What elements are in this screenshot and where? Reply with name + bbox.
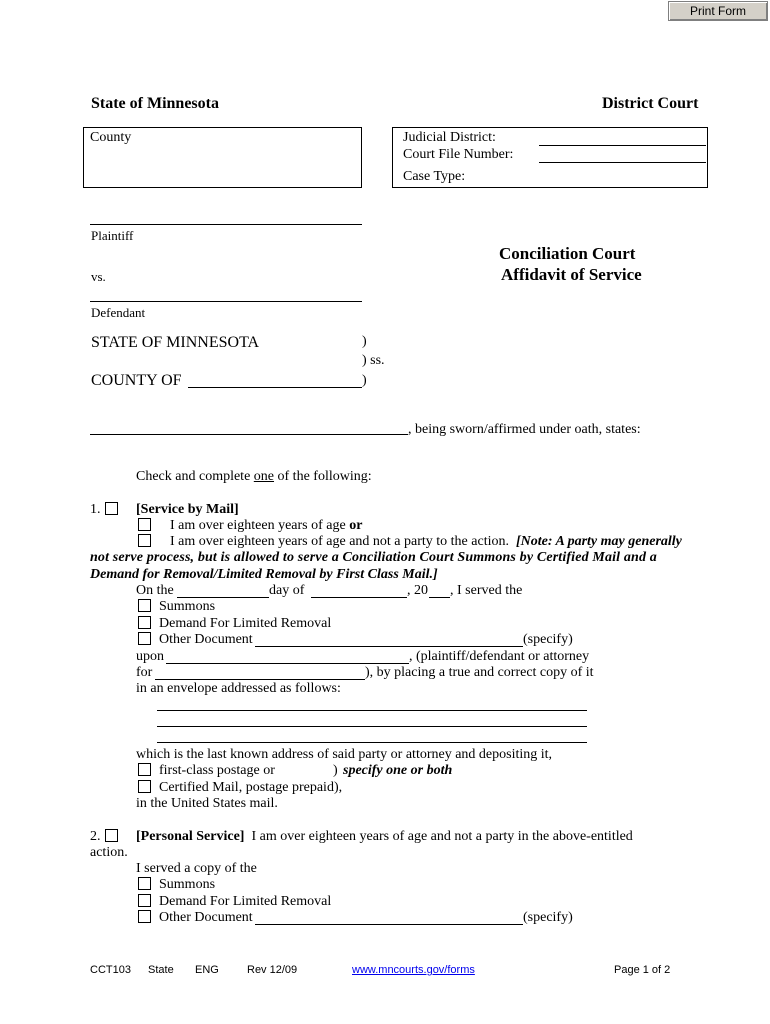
- address-line-1[interactable]: [157, 710, 587, 711]
- day-of-label: day of: [269, 583, 305, 598]
- served-label: , I served the: [450, 583, 523, 598]
- not-party-label: I am over eighteen years of age and not a party to the action. [Note: A party may generally: [170, 534, 682, 549]
- venue-paren-1: ): [362, 334, 367, 349]
- section2-text: [Personal Service] I am over eighteen years of age and not a party in the above-entitled: [136, 829, 633, 844]
- print-form-button[interactable]: Print Form: [668, 1, 768, 21]
- over-eighteen-label: I am over eighteen years of age or: [170, 518, 363, 533]
- court-file-number-label: Court File Number:: [403, 147, 514, 162]
- defendant-label: Defendant: [91, 305, 146, 320]
- section2-checkbox[interactable]: [105, 829, 118, 842]
- state-heading: State of Minnesota: [91, 95, 219, 112]
- mail-demand-label: Demand For Limited Removal: [159, 616, 332, 631]
- mail-other-label: Other Document: [159, 632, 253, 647]
- mail-other-field[interactable]: [255, 646, 523, 647]
- plaintiff-label: Plaintiff: [91, 228, 134, 243]
- for-label: for: [136, 665, 153, 680]
- for-field[interactable]: [155, 679, 365, 680]
- address-line-2[interactable]: [157, 726, 587, 727]
- mail-specify-label: (specify): [523, 632, 573, 647]
- footer-state: State: [148, 964, 174, 976]
- upon-label: upon: [136, 649, 164, 664]
- personal-other-label: Other Document: [159, 910, 253, 925]
- envelope-label: in an envelope addressed as follows:: [136, 681, 341, 696]
- venue-state: STATE OF MINNESOTA: [91, 334, 260, 351]
- not-party-checkbox[interactable]: [138, 534, 151, 547]
- mail-summons-checkbox[interactable]: [138, 599, 151, 612]
- mail-other-checkbox[interactable]: [138, 632, 151, 645]
- venue-county-field[interactable]: [188, 387, 362, 388]
- footer-form-id: CCT103: [90, 964, 131, 976]
- us-mail-label: in the United States mail.: [136, 796, 278, 811]
- venue-ss: ) ss.: [362, 353, 385, 368]
- judicial-district-label: Judicial District:: [403, 130, 496, 145]
- footer-page-number: Page 1 of 2: [614, 964, 671, 976]
- form-title-line1: Conciliation Court: [499, 244, 636, 263]
- personal-summons-checkbox[interactable]: [138, 877, 151, 890]
- specify-one-note: specify one or both: [343, 763, 453, 778]
- judicial-district-field[interactable]: [539, 145, 706, 146]
- personal-demand-checkbox[interactable]: [138, 894, 151, 907]
- certified-checkbox[interactable]: [138, 780, 151, 793]
- venue-county: COUNTY OF: [91, 372, 182, 389]
- personal-demand-label: Demand For Limited Removal: [159, 894, 332, 909]
- section1-heading: [Service by Mail]: [136, 502, 239, 517]
- section1-number: 1.: [90, 502, 101, 517]
- personal-summons-label: Summons: [159, 877, 216, 892]
- personal-other-field[interactable]: [255, 924, 523, 925]
- year-prefix: , 20: [407, 583, 428, 598]
- certified-label: Certified Mail, postage prepaid),: [159, 780, 343, 795]
- court-file-number-field[interactable]: [539, 162, 706, 163]
- mail-paren: ): [333, 763, 338, 778]
- personal-specify-label: (specify): [523, 910, 573, 925]
- defendant-field[interactable]: [90, 301, 362, 302]
- personal-other-checkbox[interactable]: [138, 910, 151, 923]
- address-line-3[interactable]: [157, 742, 587, 743]
- instructions: Check and complete one of the following:: [136, 469, 372, 484]
- venue-paren-3: ): [362, 373, 367, 388]
- day-field[interactable]: [177, 597, 269, 598]
- court-heading: District Court: [602, 95, 699, 112]
- county-label: County: [90, 130, 132, 145]
- sworn-statement: , being sworn/affirmed under oath, states:: [408, 422, 641, 437]
- note-line-3: Demand for Removal/Limited Removal by First Class Mail.]: [90, 567, 438, 582]
- case-type-label: Case Type:: [403, 169, 466, 184]
- footer-forms-link[interactable]: www.mncourts.gov/forms: [352, 964, 475, 976]
- affiant-name-field[interactable]: [90, 434, 408, 435]
- year-field[interactable]: [429, 597, 450, 598]
- mail-summons-label: Summons: [159, 599, 216, 614]
- first-class-label: first-class postage or: [159, 763, 275, 778]
- section1-checkbox[interactable]: [105, 502, 118, 515]
- on-the-label: On the: [136, 583, 174, 598]
- for-suffix: ), by placing a true and correct copy of it: [365, 665, 594, 680]
- last-known-text: which is the last known address of said party or attorney and depositing it,: [136, 747, 553, 762]
- section2-action: action.: [90, 845, 128, 860]
- upon-field[interactable]: [166, 663, 409, 664]
- form-title-line2: Affidavit of Service: [501, 265, 642, 284]
- mail-demand-checkbox[interactable]: [138, 616, 151, 629]
- first-class-checkbox[interactable]: [138, 763, 151, 776]
- vs-label: vs.: [91, 269, 106, 284]
- footer-lang: ENG: [195, 964, 219, 976]
- month-field[interactable]: [311, 597, 407, 598]
- note-line-2: not serve process, but is allowed to serve a Conciliation Court Summons by Certified Mail and a: [90, 550, 657, 565]
- upon-suffix: , (plaintiff/defendant or attorney: [409, 649, 590, 664]
- section2-number: 2.: [90, 829, 101, 844]
- served-copy-label: I served a copy of the: [136, 861, 257, 876]
- over-eighteen-checkbox[interactable]: [138, 518, 151, 531]
- plaintiff-field[interactable]: [90, 224, 362, 225]
- footer-rev: Rev 12/09: [247, 964, 298, 976]
